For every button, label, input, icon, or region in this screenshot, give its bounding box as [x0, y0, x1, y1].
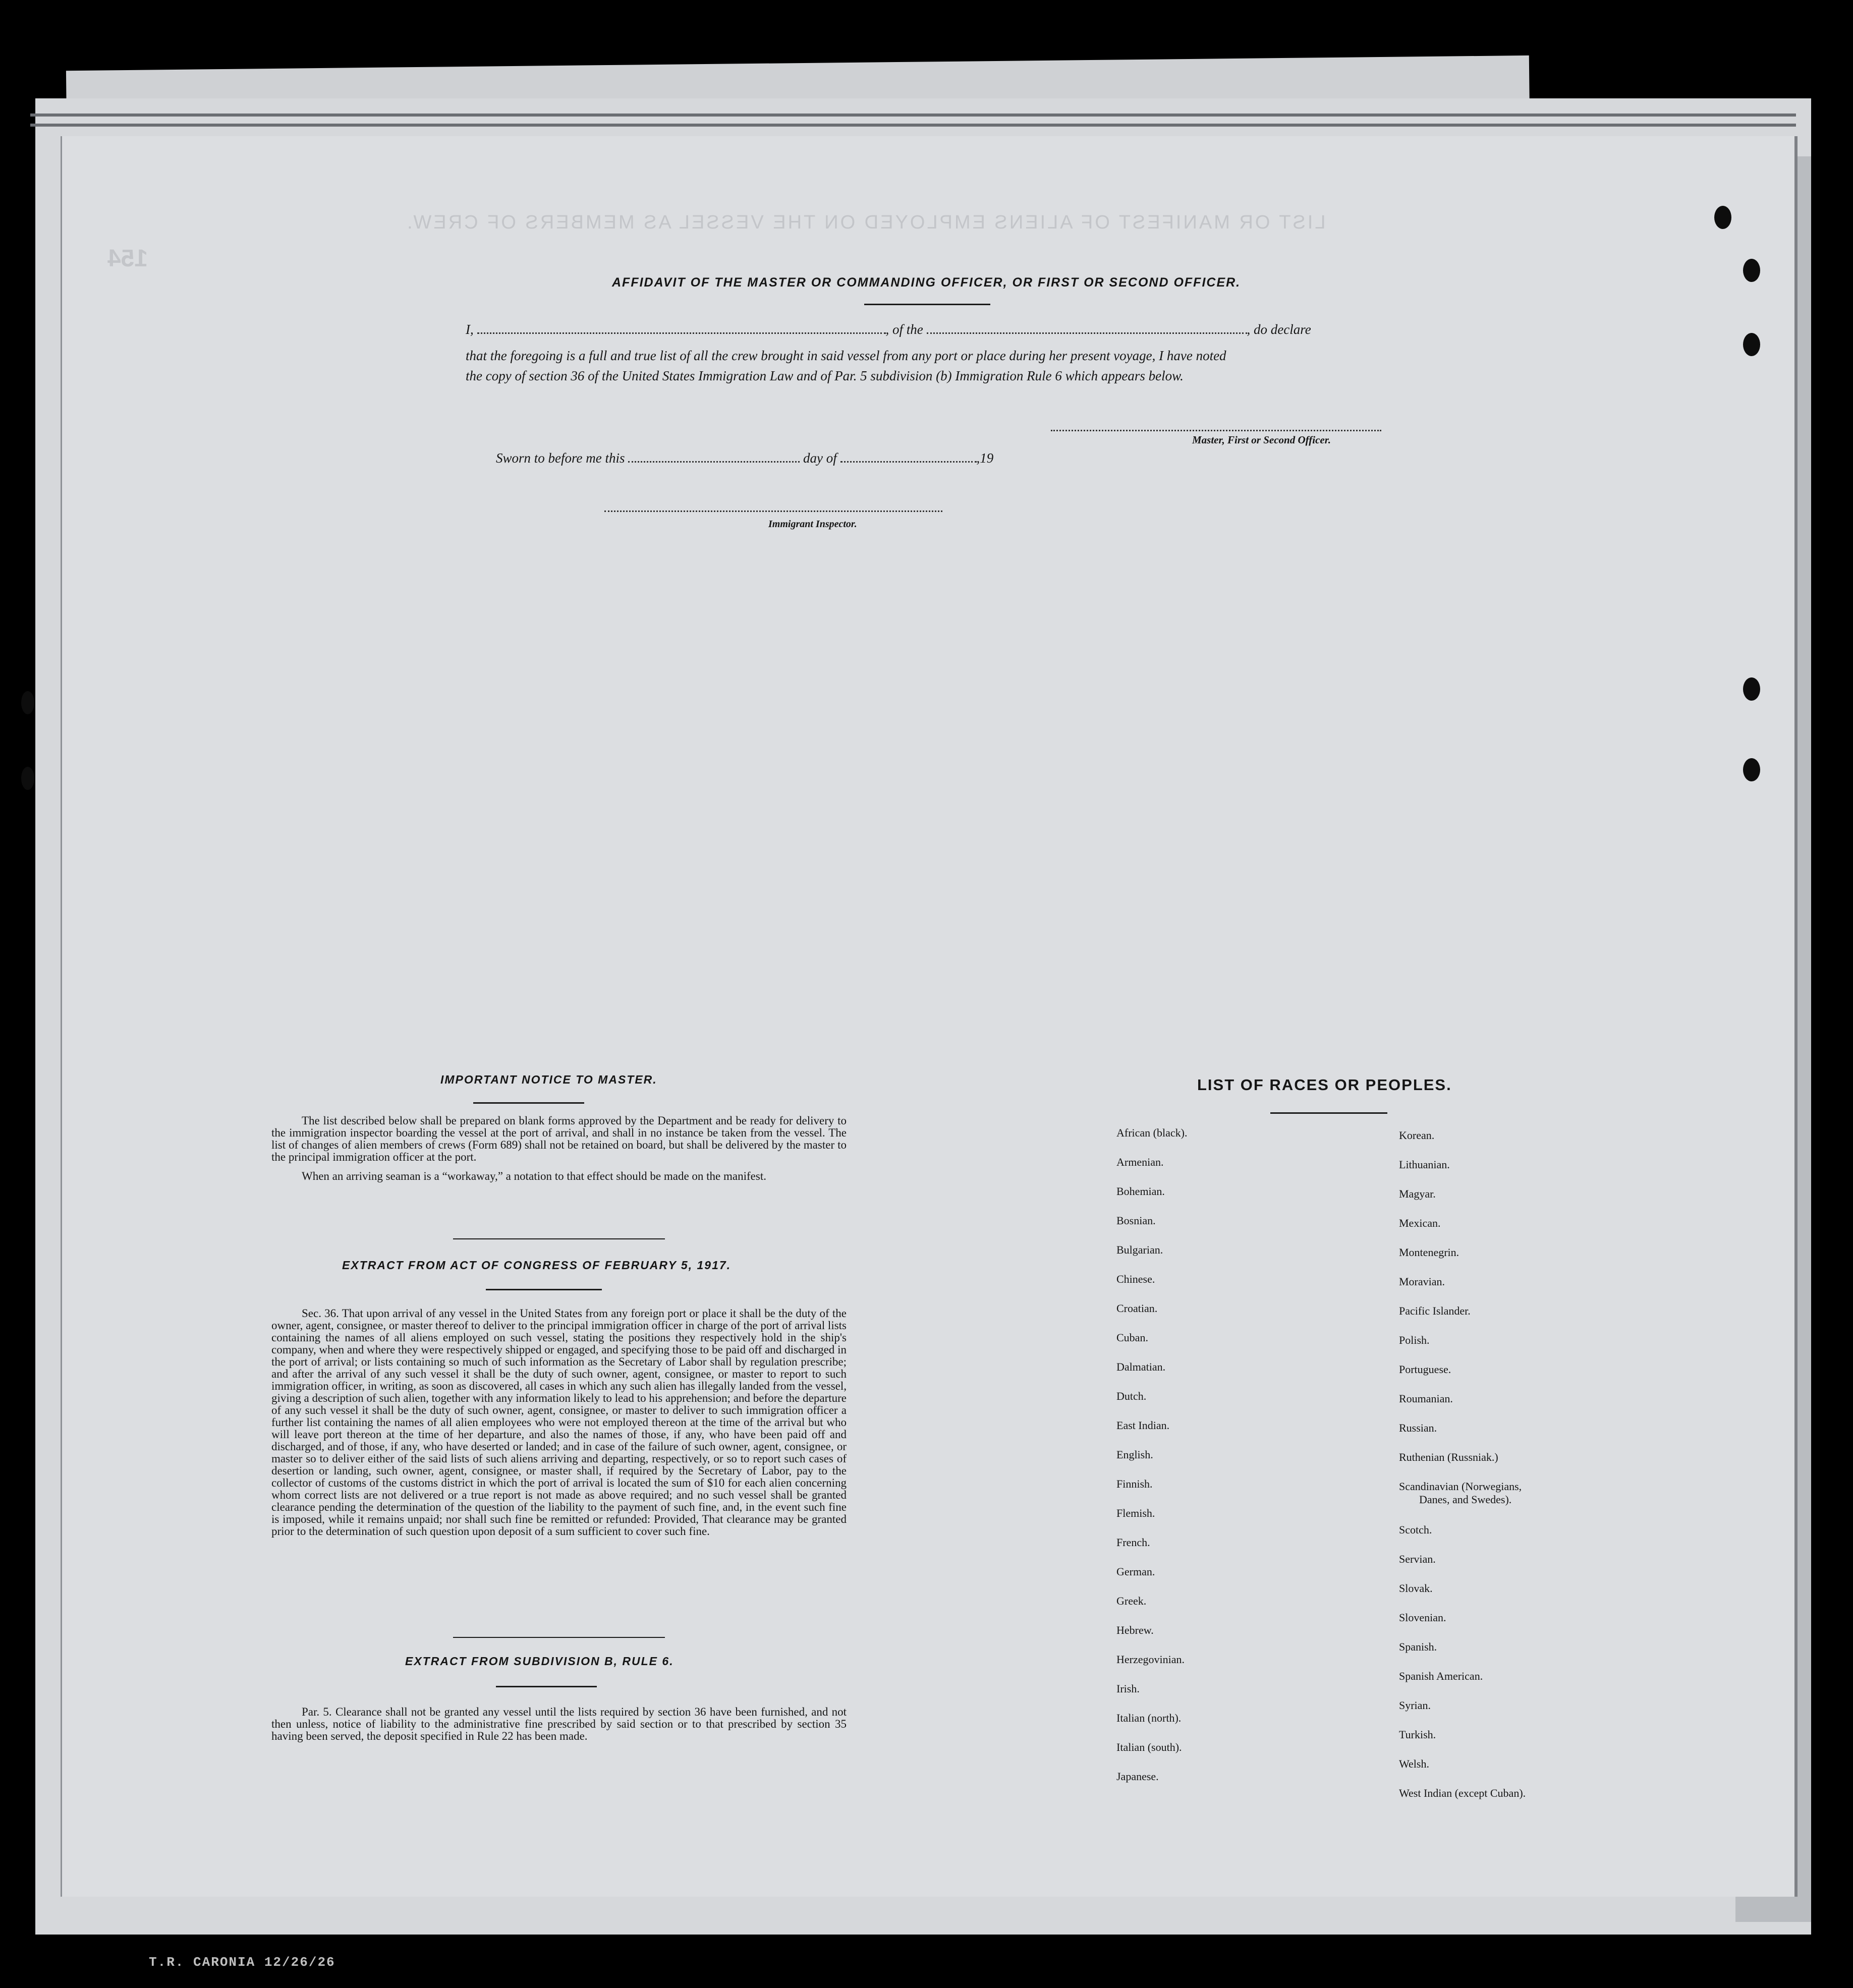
race-item: Roumanian.	[1399, 1392, 1453, 1405]
race-item: Moravian.	[1399, 1275, 1445, 1288]
master-caption: Master, First or Second Officer.	[1192, 434, 1331, 446]
binder-hole	[21, 767, 34, 790]
film-stamp: T.R. CARONIA 12/26/26	[149, 1955, 335, 1970]
race-item: German.	[1116, 1565, 1155, 1578]
races-left-column	[1116, 1126, 1187, 1799]
race-item: Cuban.	[1116, 1331, 1148, 1344]
race-item: West Indian (except Cuban).	[1399, 1787, 1526, 1799]
race-item: Chinese.	[1116, 1273, 1155, 1285]
race-item: Montenegrin.	[1399, 1246, 1459, 1259]
race-item: Korean.	[1399, 1129, 1435, 1142]
races-right-column	[1399, 1129, 1526, 1816]
divider	[453, 1238, 665, 1239]
race-item: Slovenian.	[1399, 1611, 1446, 1624]
binder-hole	[1743, 259, 1760, 282]
race-item: Dalmatian.	[1116, 1360, 1166, 1373]
race-item: Flemish.	[1116, 1507, 1155, 1519]
extract-act-paragraph: Sec. 36. That upon arrival of any vessel in the United States from any foreign port or place it shall be the duty of the owner, agent, consignee, or master thereof to deliver to the principal immigration officer in charge of the port of arrival lists containing the names of all aliens employed on such vessel, stating the positions they respectively hold in the ship's company, when and where they were respectively shipped or engaged, and specifying those to be paid off and discharged in the port of arrival; or lists containing so much of such information as the Secretary of Labor shall by regulation prescribe; and after the arrival of any such vessel it shall be the duty of such owner, agent, consignee, or master to report to such immigration officer, in writing, as soon as discovered, all cases in which any such alien has illegally landed from the vessel, giving a description of such alien, together with any information likely to lead to his apprehension; and before the departure of any such vessel it shall be the duty of such owner, agent, consignee, or master to deliver to such immigration officer a further list containing the names of all alien employees who were not employed thereon at the time of the arrival but who will leave port thereon at the time of her departure, and also the names of those, if any, who have been paid off and discharged, and of those, if any, who have deserted or landed; and in case of the failure of such owner, agent, consignee, or master so to deliver either of the said lists of such aliens arriving and departing, respectively, or so to report such cases of desertion or landing, such owner, agent, consignee, or master shall, if required by the Secretary of Labor, pay to the collector of customs of the customs district in which the port of arrival is located the sum of $10 for each alien concerning whom correct lists are not delivered or a true report is not made as above required; and no such vessel shall be granted clearance pending the determination of the question of the liability to the payment of such fine, and, in the event such fine is imposed, while it remains unpaid; nor shall such fine be remitted or refunded: Provided, That clearance may be granted prior to the determination of such question upon deposit of a sum sufficient to cover such fine.	[271, 1307, 847, 1538]
race-item: Herzegovinian.	[1116, 1653, 1185, 1666]
binder-hole	[1714, 206, 1731, 229]
race-item: Armenian.	[1116, 1156, 1164, 1168]
race-item: Portuguese.	[1399, 1363, 1451, 1376]
master-signature-field[interactable]	[1051, 419, 1381, 431]
affidavit-line-3: the copy of section 36 of the United States Immigration Law and of Par. 5 subdivision (b) Immigration Rule 6 which appears below.	[466, 368, 1184, 383]
affidavit-i-label: I,	[466, 322, 474, 337]
page-edge	[1794, 136, 1798, 1897]
extract-act-body	[271, 1308, 847, 1545]
race-item: Welsh.	[1399, 1757, 1429, 1770]
race-item: Polish.	[1399, 1334, 1430, 1346]
race-item: French.	[1116, 1536, 1150, 1549]
divider	[1270, 1112, 1387, 1114]
sheet-edge-line	[30, 124, 1796, 127]
notice-body	[271, 1115, 847, 1189]
notice-title: IMPORTANT NOTICE TO MASTER.	[440, 1073, 657, 1086]
sworn-month-field[interactable]	[840, 450, 977, 463]
race-item: Dutch.	[1116, 1390, 1147, 1402]
race-item: Russian.	[1399, 1422, 1437, 1434]
name-field[interactable]	[477, 321, 886, 334]
manifest-page	[61, 136, 1798, 1897]
race-item: Italian (north).	[1116, 1712, 1182, 1724]
race-item: Scandinavian (Norwegians,	[1399, 1480, 1522, 1493]
race-item: Greek.	[1116, 1595, 1147, 1607]
binder-hole	[1743, 677, 1760, 701]
race-item: Pacific Islander.	[1399, 1304, 1471, 1317]
binder-hole	[1743, 333, 1760, 356]
races-title: LIST OF RACES OR PEOPLES.	[1197, 1076, 1452, 1094]
do-declare-label: , do declare	[1247, 322, 1311, 337]
affidavit-line-2: that the foregoing is a full and true list of all the crew brought in said vessel from any port or place during her present voyage, I have noted	[466, 348, 1226, 363]
race-item: Danes, and Swedes).	[1419, 1493, 1512, 1506]
race-item: Syrian.	[1399, 1699, 1431, 1712]
vessel-field[interactable]	[927, 321, 1247, 334]
race-item: Mexican.	[1399, 1217, 1441, 1229]
of-the-label: , of the	[885, 322, 923, 337]
race-item: Servian.	[1399, 1553, 1436, 1565]
extract-rule-title: EXTRACT FROM SUBDIVISION B, RULE 6.	[405, 1655, 674, 1668]
sworn-day-field[interactable]	[628, 450, 800, 463]
divider	[486, 1289, 602, 1290]
race-item: Spanish American.	[1399, 1670, 1483, 1682]
extract-rule-paragraph: Par. 5. Clearance shall not be granted any vessel until the lists required by section 36 have been furnished, and not then unless, notice of liability to the administrative fine prescribed by said section or to that prescribed by section 35 having been served, the deposit specified in Rule 22 has been made.	[271, 1706, 847, 1742]
race-item: Hebrew.	[1116, 1624, 1154, 1636]
race-item: Finnish.	[1116, 1478, 1153, 1490]
race-item: African (black).	[1116, 1126, 1188, 1139]
affidavit-line-1	[466, 321, 1311, 337]
sworn-line	[496, 450, 993, 466]
binder-hole	[1743, 758, 1760, 781]
year-label: ,19	[976, 450, 994, 466]
race-item: Croatian.	[1116, 1302, 1158, 1315]
bleed-through-title: LIST OR MANIFEST OF ALIENS EMPLOYED ON THE VESSEL AS MEMBERS OF CREW.	[405, 212, 1326, 233]
day-of-label: day of	[803, 450, 837, 466]
race-item: East Indian.	[1116, 1419, 1170, 1432]
binder-hole	[21, 691, 34, 714]
race-item: Lithuanian.	[1399, 1158, 1450, 1171]
race-item: Bosnian.	[1116, 1214, 1156, 1227]
race-item: Turkish.	[1399, 1728, 1436, 1741]
race-item: Magyar.	[1399, 1187, 1436, 1200]
notice-paragraph: When an arriving seaman is a “workaway,” a notation to that effect should be made on the manifest.	[302, 1170, 766, 1182]
race-item: Spanish.	[1399, 1640, 1437, 1653]
race-item: Italian (south).	[1116, 1741, 1182, 1753]
page-number: 154	[107, 245, 148, 272]
notice-paragraph: The list described below shall be prepared on blank forms approved by the Department and be ready for delivery to the immigration inspector boarding the vessel at the port of arrival, and shall in no instance be taken from the vessel. The list of changes of alien members of crews (Form 689) shall not be retained on board, but shall be delivered by the master to the principal immigration officer at the port.	[271, 1114, 847, 1163]
extract-act-title: EXTRACT FROM ACT OF CONGRESS OF FEBRUARY 5, 1917.	[342, 1259, 732, 1272]
extract-rule-body	[271, 1706, 847, 1749]
divider	[453, 1637, 665, 1638]
divider	[473, 1102, 584, 1104]
race-item: English.	[1116, 1448, 1153, 1461]
race-item: Bohemian.	[1116, 1185, 1165, 1198]
race-item: Scotch.	[1399, 1523, 1432, 1536]
inspector-caption: Immigrant Inspector.	[768, 519, 857, 530]
divider	[496, 1686, 597, 1687]
race-item: Japanese.	[1116, 1770, 1159, 1783]
affidavit-title: AFFIDAVIT OF THE MASTER OR COMMANDING OFFICER, OR FIRST OR SECOND OFFICER.	[612, 275, 1241, 290]
inspector-signature-field[interactable]	[604, 499, 942, 512]
race-item: Slovak.	[1399, 1582, 1433, 1595]
race-item: Ruthenian (Russniak.)	[1399, 1451, 1498, 1463]
sheet-edge-line	[30, 113, 1796, 117]
race-item: Bulgarian.	[1116, 1243, 1163, 1256]
divider	[864, 304, 990, 305]
race-item: Irish.	[1116, 1682, 1140, 1695]
sworn-label: Sworn to before me this	[496, 450, 625, 466]
